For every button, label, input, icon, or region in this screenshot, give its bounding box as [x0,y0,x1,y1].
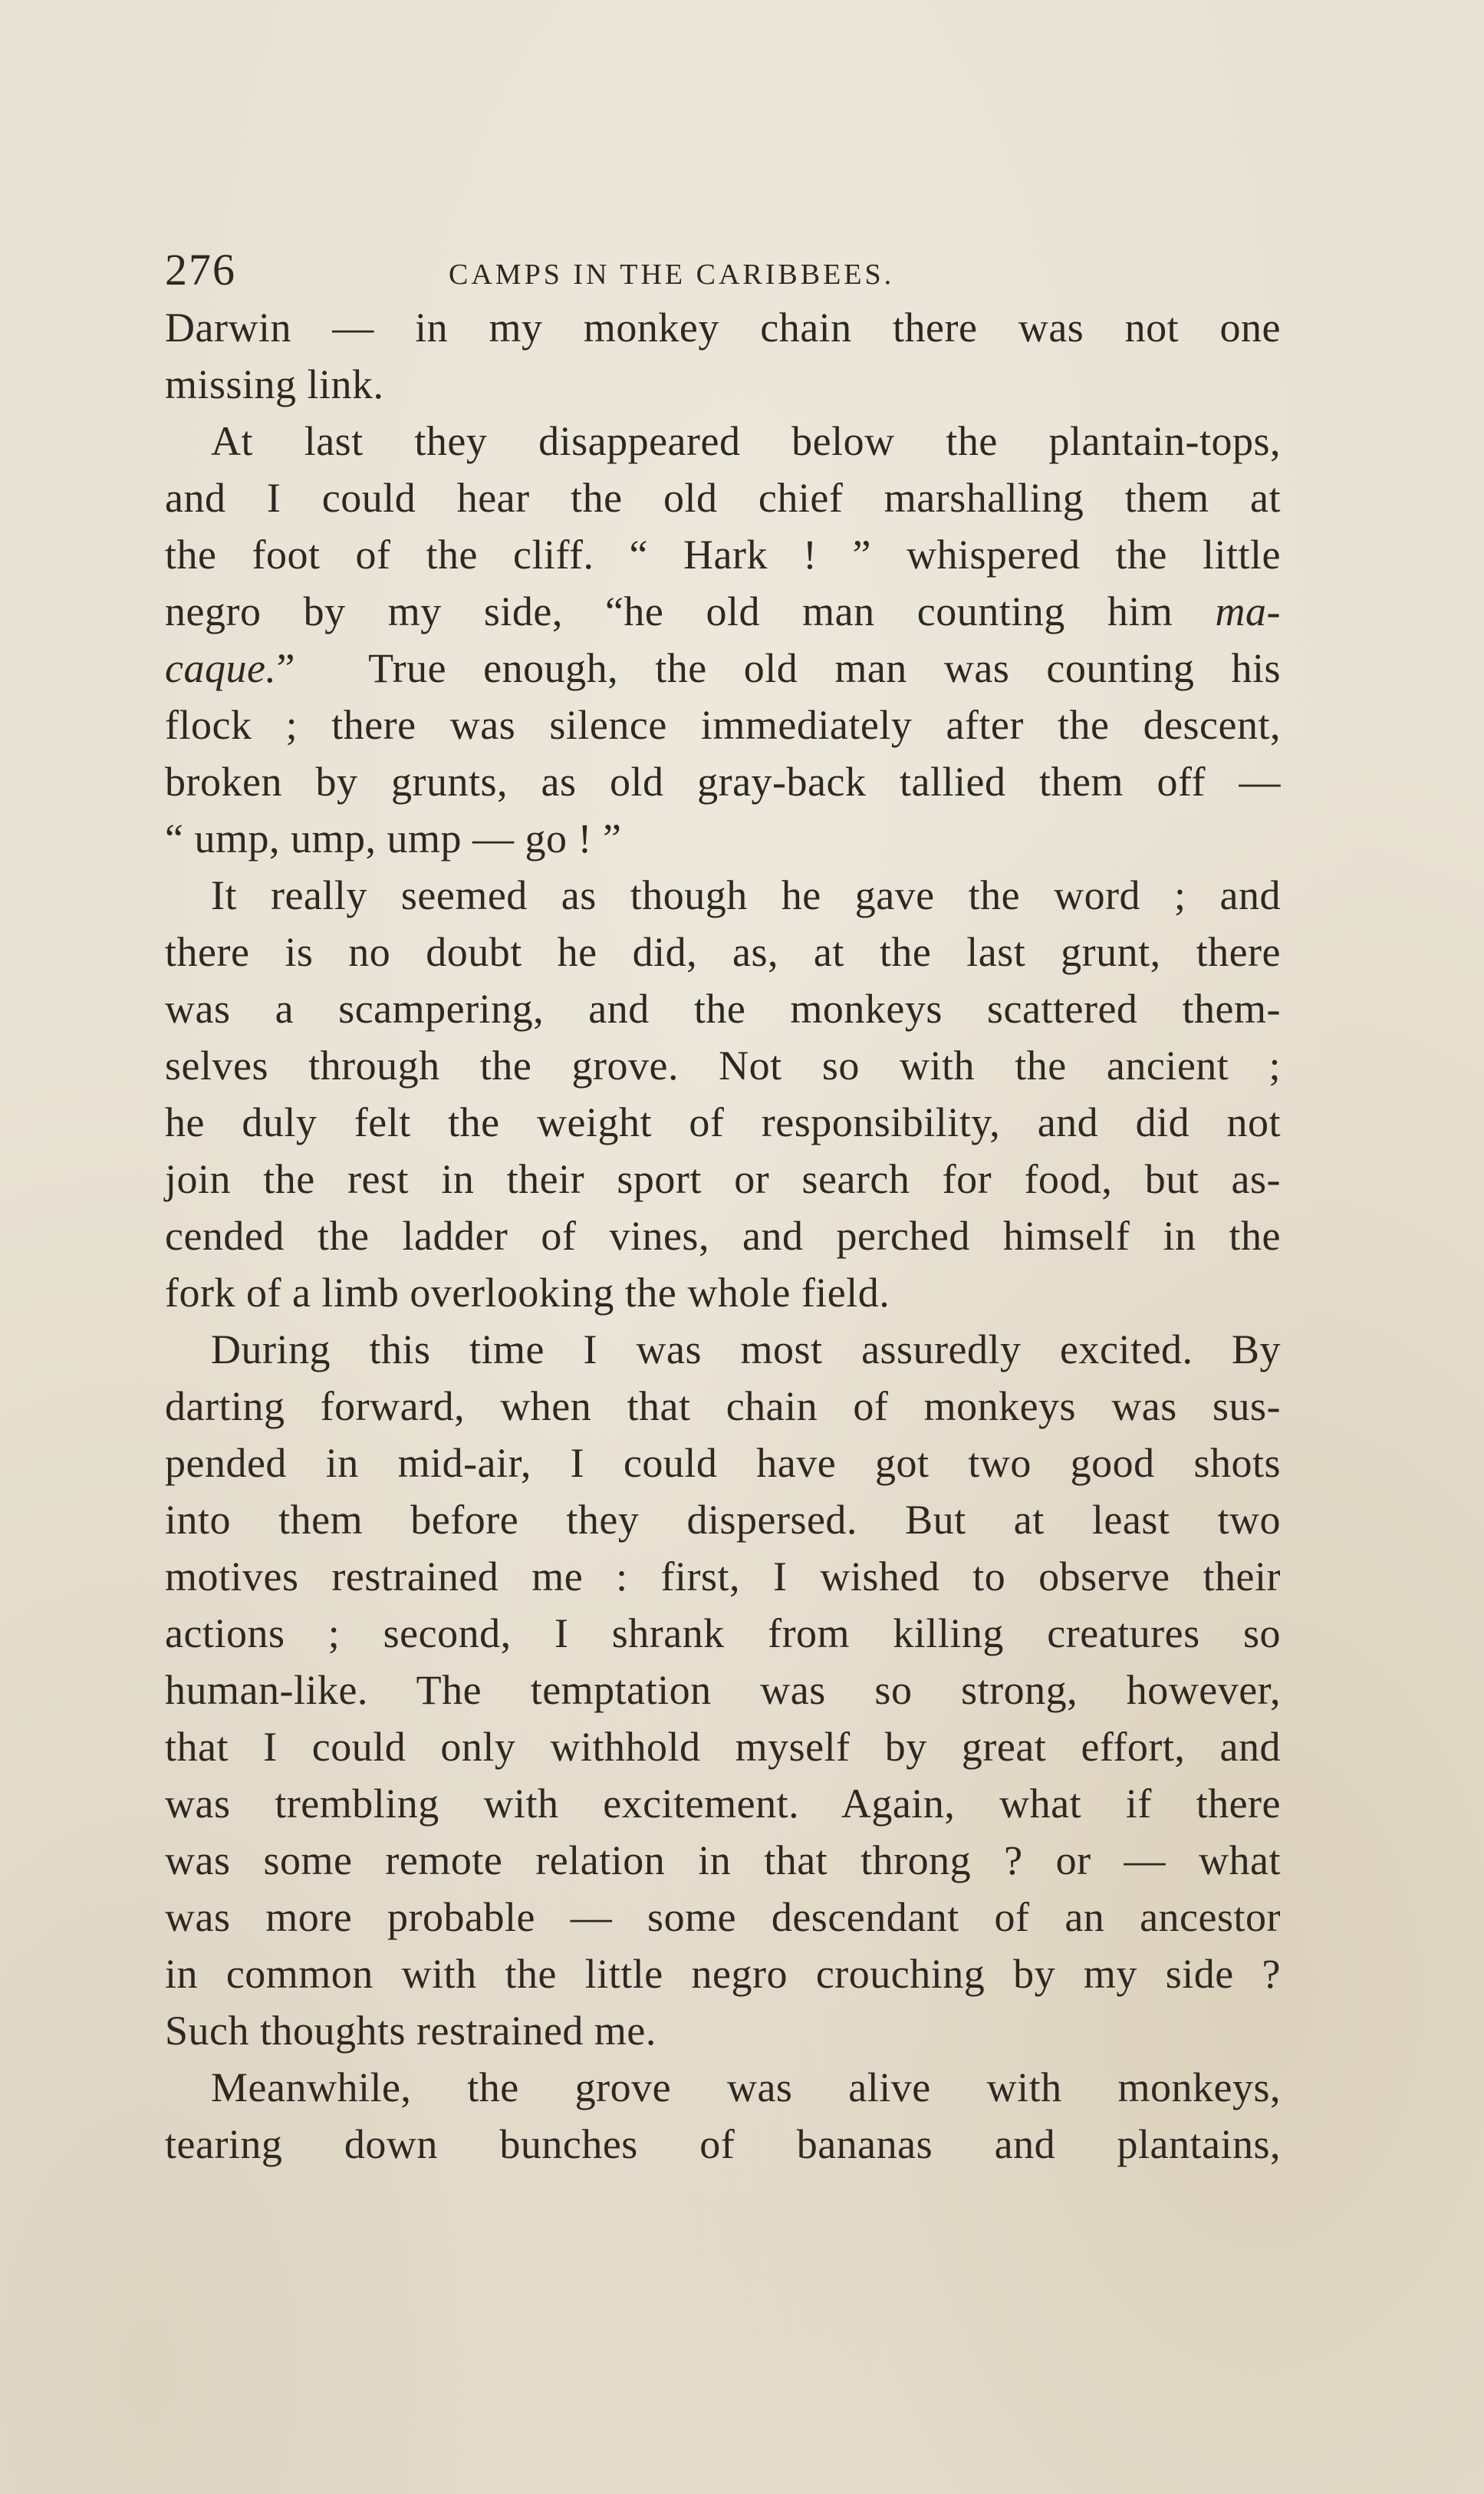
text-line: pended in mid-air, I could have got two good shots [165,1440,1281,1486]
book-page [165,238,1281,2173]
running-title: CAMPS IN THE CARIBBEES. [449,259,895,291]
text-line: broken by grunts, as old gray-back tallied them off — [165,759,1281,805]
text-line: During this time I was most assuredly excited. By [211,1326,1281,1372]
text-line: was some remote relation in that throng ? or — what [165,1837,1281,1883]
text-line: human-like. The temptation was so strong, however, [165,1667,1281,1713]
paragraph [165,1321,1281,2059]
paragraph [165,2059,1281,2173]
text-line: into them before they dispersed. But at least two [165,1497,1281,1543]
text-line: was a scampering, and the monkeys scattered them- [165,986,1281,1032]
text-line: in common with the little negro crouching by my side ? [165,1951,1281,1997]
text-line: missing link. [165,361,384,407]
text-fragment: True enough, the old man was counting his [368,645,1281,691]
text-line: caque.” True enough, the old man was counting his [165,645,1281,691]
text-line: Darwin — in my monkey chain there was not one [165,305,1281,351]
paragraph [165,413,1281,867]
text-line: tearing down bunches of bananas and plantains, [165,2121,1281,2167]
text-line: Such thoughts restrained me. [165,2008,656,2054]
text-line: At last they disappeared below the plantain-tops, [211,418,1281,464]
text-line: It really seemed as though he gave the word ; and [211,872,1281,918]
text-line: was more probable — some descendant of an ancestor [165,1894,1281,1940]
text-fragment: negro by my side, “he old man counting him [165,588,1173,634]
text-line: there is no doubt he did, as, at the last grunt, there [165,929,1281,975]
paragraph [165,299,1281,413]
text-line: Meanwhile, the grove was alive with monkeys, [211,2064,1281,2110]
text-line [165,583,1281,640]
text-line: join the rest in their sport or search for food, but as- [165,1156,1281,1202]
text-line: fork of a limb overlooking the whole field. [165,1270,890,1316]
text-line: selves through the grove. Not so with the ancient ; [165,1043,1281,1089]
text-line: darting forward, when that chain of monkeys was sus- [165,1383,1281,1429]
text-line: he duly felt the weight of responsibility, and did not [165,1099,1281,1145]
running-head [165,238,1281,299]
text-line: that I could only withhold myself by great effort, and [165,1724,1281,1770]
text-line: motives restrained me : first, I wished to observe their [165,1553,1281,1600]
text-line: “ ump, ump, ump — go ! ” [165,815,622,862]
text-line: the foot of the cliff. “ Hark ! ” whispered the little [165,532,1281,578]
text-line: cended the ladder of vines, and perched himself in the [165,1213,1281,1259]
text-line: and I could hear the old chief marshalling them at [165,475,1281,521]
text-line: flock ; there was silence immediately after the descent, [165,702,1281,748]
italic-word: ma- [1215,588,1282,634]
page-number: 276 [165,245,236,295]
italic-word: caque. [165,645,277,691]
paragraph [165,867,1281,1321]
text-line: actions ; second, I shrank from killing creatures so [165,1610,1281,1656]
text-line: was trembling with excitement. Again, what if there [165,1781,1281,1827]
body-text [165,299,1281,2173]
